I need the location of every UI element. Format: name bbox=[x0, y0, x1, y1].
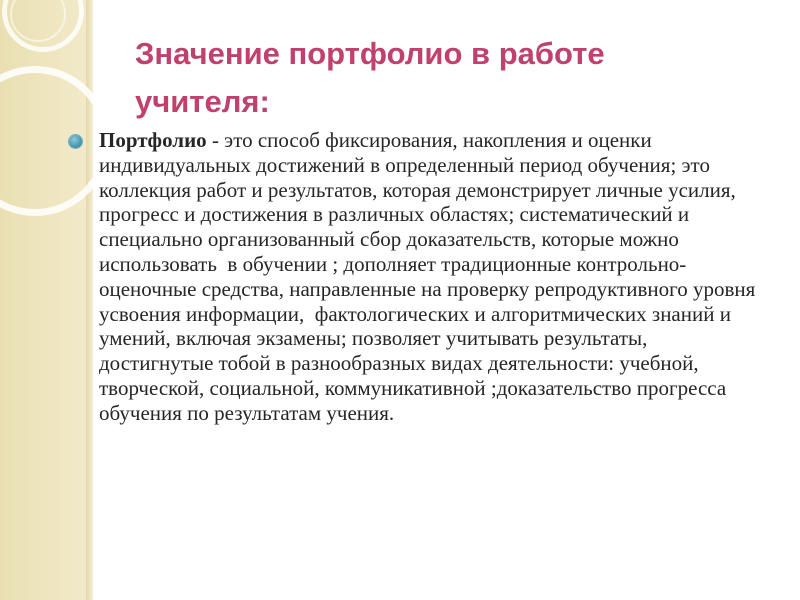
definition-text: - это способ фиксирования, накопления и оценки индивидуальных достижений в определенный период обучения; это коллекция работ и результатов, которая демонстрирует личные усилия, прогресс и достижения в различных областях; систематический и специально организованный сбор доказательств, которые можно использовать в обучении ; дополняет традиционные контрольно-оценочные средства, направленные на проверку репродуктивного уровня усвоения информации, фактологических и алгоритмических знаний и умений, включая экзамены; позволяет учитывать результаты, достигнутые тобой в разнообразных видах деятельности: учебной, творческой, социальной, коммуникативной ;доказательство прогресса обучения по результатам учения. bbox=[99, 128, 761, 425]
bullet-icon bbox=[69, 135, 82, 148]
term-portfolio: Портфолио bbox=[99, 128, 207, 152]
decorative-side-panel bbox=[0, 0, 93, 600]
slide-title: Значение портфолио в работе учителя: bbox=[135, 36, 605, 119]
definition-paragraph bbox=[99, 128, 764, 426]
decorative-ring-large bbox=[0, 66, 110, 216]
